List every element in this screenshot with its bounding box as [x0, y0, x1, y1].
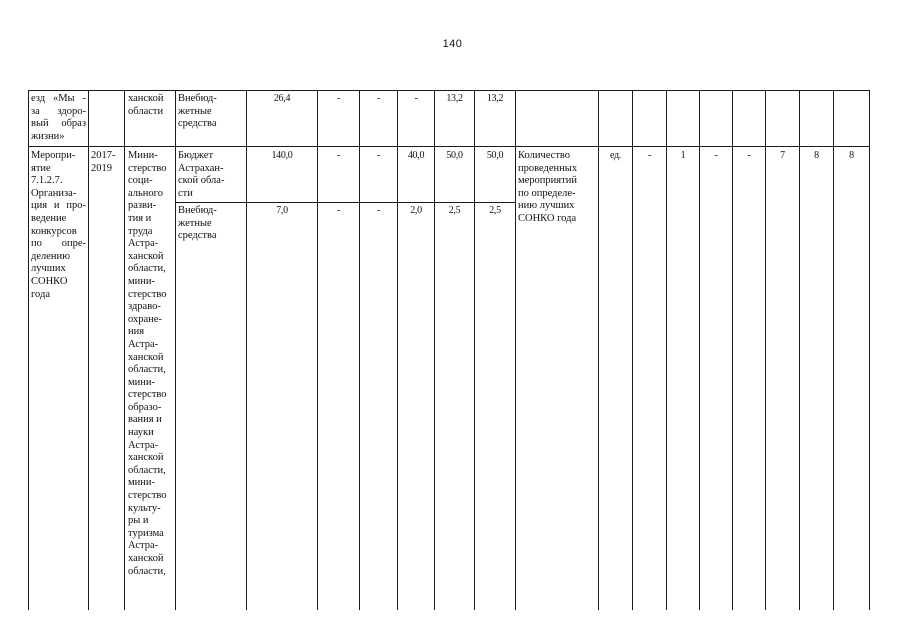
year-2016-cell: - [376, 93, 381, 104]
year-2015-cell: - [336, 93, 341, 104]
budget-2015-cell: - [336, 150, 341, 161]
offbudget-2015-cell: - [336, 205, 341, 216]
budget-total-cell: 140,0 [271, 150, 293, 161]
total-cell: 26,4 [273, 93, 291, 104]
year-2019-cell: 13,2 [486, 93, 504, 104]
event-continuation-cell: езд «Мы - за здоро- вый образ жизни» [31, 93, 86, 142]
offbudget-source-cell: Внебюд- жетные средства [178, 205, 217, 242]
indicator-value-cell: 1 [680, 150, 686, 161]
budget-2016-cell: - [376, 150, 381, 161]
unit-cell: ед. [610, 150, 621, 161]
program-table [28, 90, 870, 610]
executor-continuation-cell: ханской области [128, 93, 164, 117]
indicator-cell: Количество проведенных мероприятий по определе- нию лучших СОНКО года [518, 150, 578, 224]
indicator-value-cell: - [647, 150, 652, 161]
offbudget-total-cell: 7,0 [276, 205, 288, 216]
indicator-value-cell: 8 [814, 150, 819, 161]
year-2018-cell: 13,2 [446, 93, 463, 104]
indicator-value-cell: 8 [849, 150, 854, 161]
offbudget-2019-cell: 2,5 [489, 205, 501, 216]
budget-2018-cell: 50,0 [446, 150, 463, 161]
offbudget-2016-cell: - [376, 205, 381, 216]
offbudget-2018-cell: 2,5 [448, 205, 461, 216]
year-2017-cell: - [414, 93, 418, 104]
indicator-value-cell: - [714, 150, 718, 161]
budget-2017-cell: 40,0 [407, 150, 425, 161]
offbudget-2017-cell: 2,0 [410, 205, 422, 216]
budget-source-cell: Бюджет Астрахан- ской обла- сти [178, 150, 225, 199]
budget-2019-cell: 50,0 [486, 150, 504, 161]
indicator-value-cell: - [747, 150, 751, 161]
period-cell: 2017- 2019 [91, 150, 116, 174]
event-description-cell: Меропри- ятие 7.1.2.7. Организа- ция и про- ведение конкурсов по опре- делению лучших СОНКО года [31, 150, 86, 300]
page-number: 140 [442, 38, 463, 50]
indicator-value-cell: 7 [780, 150, 785, 161]
executor-cell: Мини- стерство соци- ального разви- тия и труда Астра- ханской области, мини- стерство здраво- охране- ния Астра- ханской области, мини- стерство образо- вания и науки Астра- ханской области, мини- стерство культу- ры и туризма Астра- ханской области, [128, 150, 167, 577]
funding-source-cell: Внебюд- жетные средства [178, 93, 217, 130]
